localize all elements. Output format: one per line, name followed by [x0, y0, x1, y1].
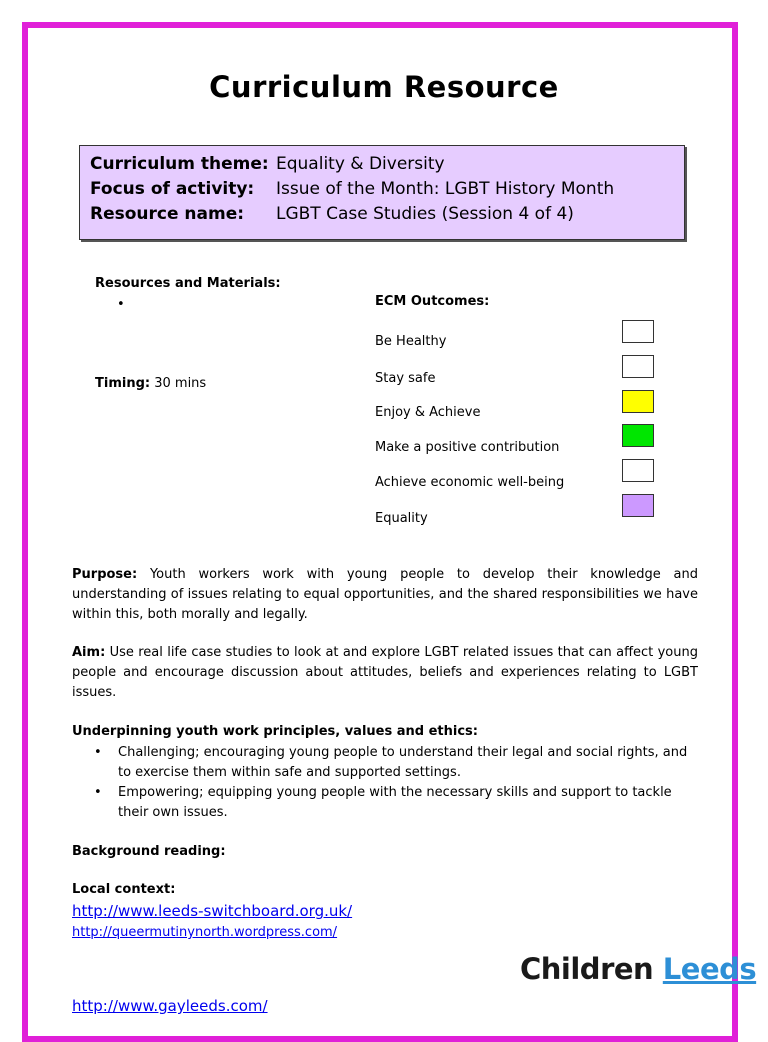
logo-word-children: Children — [520, 952, 654, 986]
list-item — [72, 783, 692, 823]
ecm-label-stay-safe: Stay safe — [375, 371, 436, 386]
link-gayleeds[interactable]: http://www.gayleeds.com/ — [72, 997, 268, 1015]
ecm-label-be-healthy: Be Healthy — [375, 334, 447, 349]
principle-text-empowering: Empowering; equipping young people with the necessary skills and support to tackle their own issues. — [118, 785, 672, 820]
curriculum-theme-label: Curriculum theme: — [90, 154, 269, 174]
aim-text: Use real life case studies to look at and explore LGBT related issues that can affect young people and encourage discussion about attitudes, beliefs and experiences relating to LGBT issues. — [72, 645, 698, 700]
ecm-box-stay-safe — [622, 355, 654, 378]
curriculum-info-box — [79, 145, 685, 240]
timing-line — [95, 376, 206, 391]
principles-heading: Underpinning youth work principles, values and ethics: — [72, 724, 478, 739]
principles-list — [72, 743, 692, 823]
resources-materials-label: Resources and Materials: — [95, 276, 281, 291]
list-item — [72, 743, 692, 783]
ecm-box-positive-contribution — [622, 424, 654, 447]
link-leeds-switchboard[interactable]: http://www.leeds-switchboard.org.uk/ — [72, 902, 353, 920]
ecm-label-enjoy-achieve: Enjoy & Achieve — [375, 405, 481, 420]
principle-text-challenging: Challenging; encouraging young people to understand their legal and social rights, and to exercise them within safe and supported settings. — [118, 745, 688, 780]
children-leeds-logo — [520, 952, 756, 986]
curriculum-theme-value: Equality & Diversity — [276, 154, 445, 174]
purpose-paragraph — [72, 565, 698, 625]
logo-word-leeds: Leeds — [662, 952, 757, 986]
bullet-icon: • — [94, 785, 102, 800]
aim-label: Aim: — [72, 645, 106, 660]
background-reading-heading: Background reading: — [72, 844, 226, 859]
ecm-box-equality — [622, 494, 654, 517]
local-context-heading: Local context: — [72, 882, 176, 897]
ecm-box-economic-wellbeing — [622, 459, 654, 482]
timing-label: Timing: — [95, 376, 151, 391]
ecm-label-equality: Equality — [375, 511, 428, 526]
purpose-label: Purpose: — [72, 567, 138, 582]
ecm-outcomes-heading: ECM Outcomes: — [375, 294, 490, 309]
page-title: Curriculum Resource — [209, 70, 559, 104]
focus-of-activity-label: Focus of activity: — [90, 179, 255, 199]
ecm-box-be-healthy — [622, 320, 654, 343]
resources-bullet: • — [117, 297, 125, 312]
ecm-label-economic-wellbeing: Achieve economic well-being — [375, 475, 565, 490]
ecm-label-positive-contribution: Make a positive contribution — [375, 440, 560, 455]
aim-paragraph — [72, 643, 698, 703]
resource-name-value: LGBT Case Studies (Session 4 of 4) — [276, 204, 574, 224]
purpose-text: Youth workers work with young people to develop their knowledge and understanding of issues relating to equal opportunities, and the shared responsibilities we have within this, both morally and legally. — [72, 567, 699, 622]
ecm-box-enjoy-achieve — [622, 390, 654, 413]
timing-value: 30 mins — [154, 376, 207, 391]
resource-name-label: Resource name: — [90, 204, 245, 224]
link-queermutinynorth[interactable]: http://queermutinynorth.wordpress.com/ — [72, 925, 338, 940]
focus-of-activity-value: Issue of the Month: LGBT History Month — [276, 179, 615, 199]
bullet-icon: • — [94, 745, 102, 760]
